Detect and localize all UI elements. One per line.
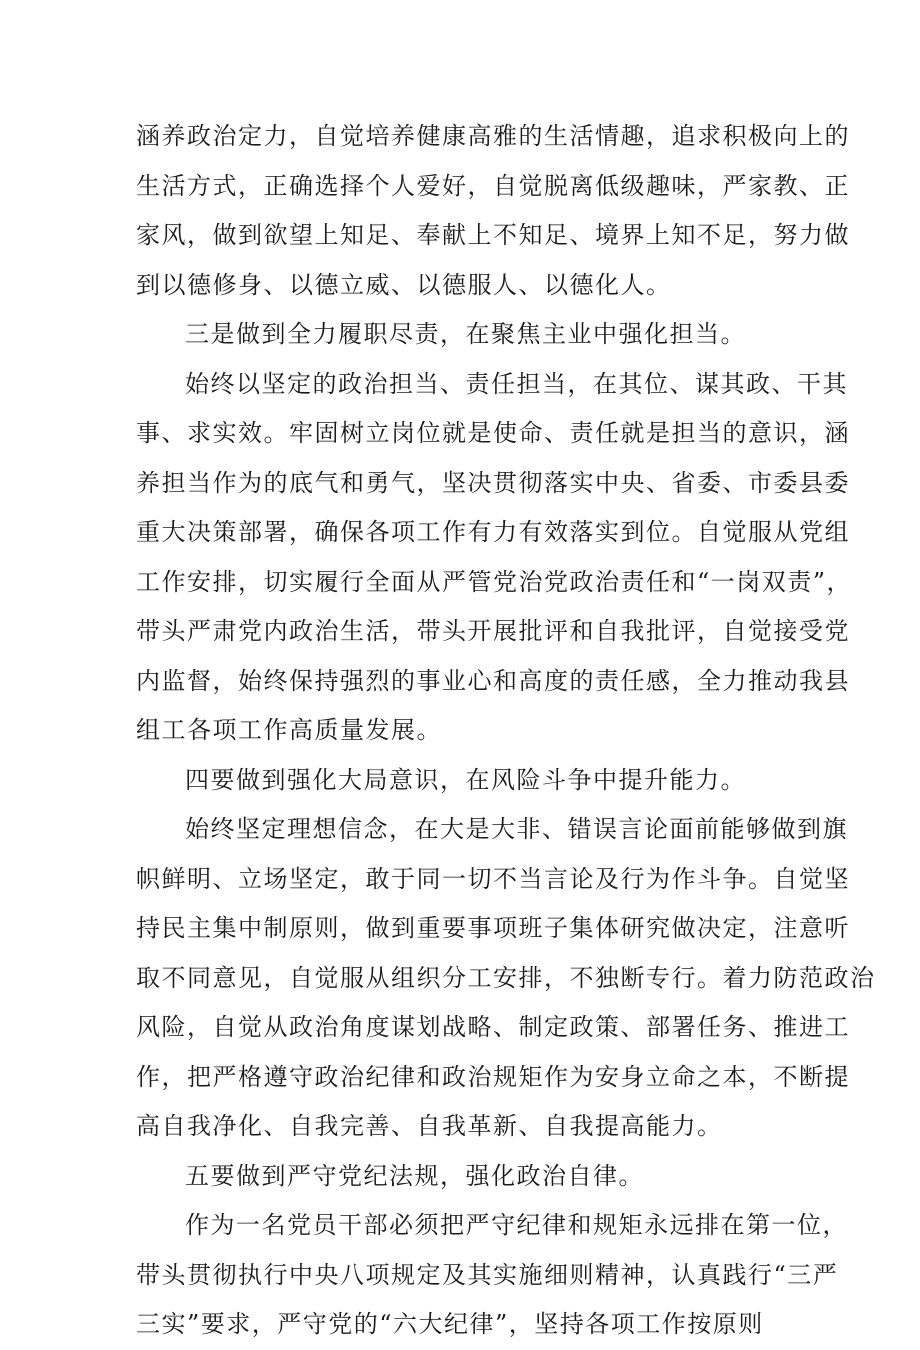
text-line: 三实”要求，严守党的“六大纪律”，坚持各项工作按原则 [136,1310,764,1338]
text-line: 始终坚定理想信念，在大是大非、错误言论面前能够做到旗 [185,815,848,843]
text-line: 风险，自觉从政治角度谋划战略、制定政策、部署任务、推进工 [136,1013,850,1041]
text-line: 到以德修身、以德立威、以德服人、以德化人。 [136,270,672,299]
text-line: 帜鲜明、立场坚定，敢于同一切不当言论及行为作斗争。自觉坚 [136,864,850,893]
section-heading-5: 五要做到严守党纪法规，强化政治自律。 [185,1161,644,1190]
text-line: 涵养政治定力，自觉培养健康高雅的生活情趣，追求积极向上的 [136,122,850,150]
document-body [136,112,876,1350]
text-line: 重大决策部署，确保各项工作有力有效落实到位。自觉服从党组 [136,518,850,546]
text-line: 工作安排，切实履行全面从严管党治党政治责任和“一岗双责”， [136,567,853,596]
text-line: 内监督，始终保持强烈的事业心和高度的责任感，全力推动我县 [136,666,850,695]
text-line: 始终以坚定的政治担当、责任担当，在其位、谋其政、干其 [185,369,848,398]
text-line: 家风，做到欲望上知足、奉献上不知足、境界上知不足，努力做 [136,221,850,249]
text-line: 带头贯彻执行中央八项规定及其实施细则精神，认真践行“三严 [136,1260,839,1289]
text-line: 作，把严格遵守政治纪律和政治规矩作为安身立命之本，不断提 [136,1062,850,1091]
text-line: 事、求实效。牢固树立岗位就是使命、责任就是担当的意识，涵 [136,419,850,447]
section-heading-4: 四要做到强化大局意识，在风险斗争中提升能力。 [185,765,746,794]
section-heading-3: 三是做到全力履职尽责，在聚焦主业中强化担当。 [185,320,746,348]
text-line: 持民主集中制原则，做到重要事项班子集体研究做决定，注意听 [136,914,850,942]
text-line: 高自我净化、自我完善、自我革新、自我提高能力。 [136,1112,723,1140]
text-line: 带头严肃党内政治生活，带头开展批评和自我批评，自觉接受党 [136,617,850,645]
text-line: 养担当作为的底气和勇气，坚决贯彻落实中央、省委、市委县委 [136,468,850,497]
text-line: 组工各项工作高质量发展。 [136,716,442,744]
text-line: 取不同意见，自觉服从组织分工安排，不独断专行。着力防范政治 [136,963,876,992]
text-line: 生活方式，正确选择个人爱好，自觉脱离低级趣味，严家教、正 [136,171,850,200]
text-line: 作为一名党员干部必须把严守纪律和规矩永远排在第一位， [185,1211,848,1239]
